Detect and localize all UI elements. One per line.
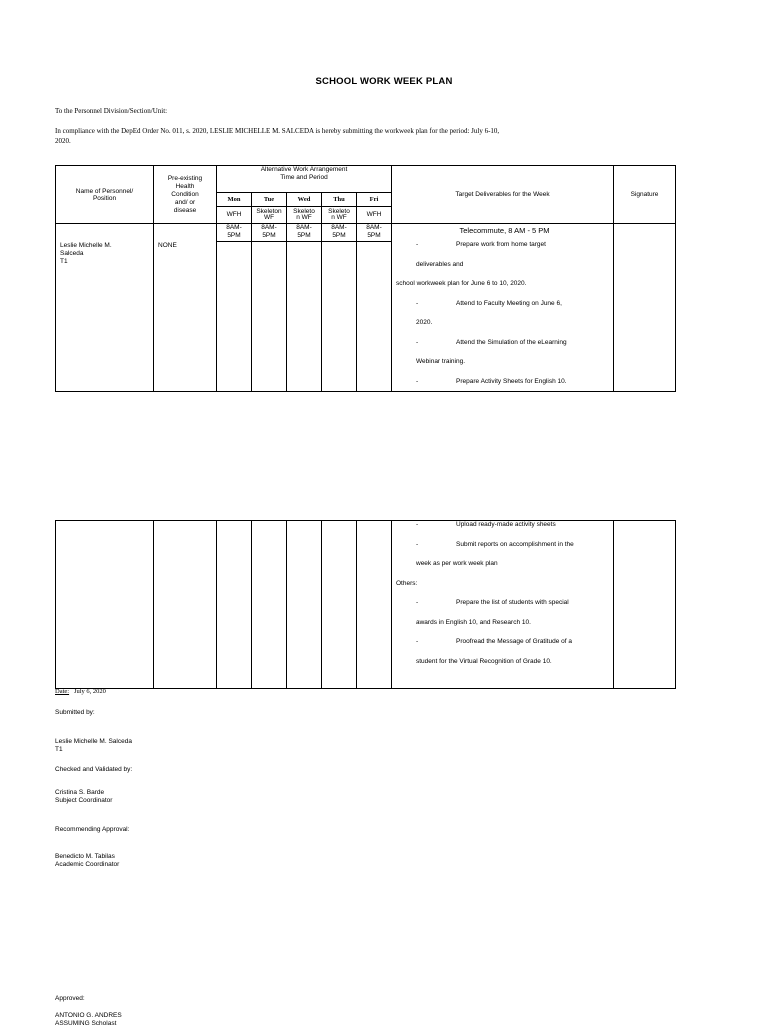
- deliverable-line: [396, 352, 613, 372]
- signature-cont: [614, 521, 676, 689]
- deliverable-line: [396, 294, 613, 314]
- col-target-header: Target Deliverables for the Week: [392, 166, 614, 224]
- col-health-header: Pre-existing Health Condition and/ or disease: [154, 166, 217, 224]
- deliverable-line: [396, 535, 613, 555]
- deliverable-line: [396, 554, 613, 574]
- personnel-cont: [56, 521, 154, 689]
- deliverable-text: Proofread the Message of Gratitude of a: [456, 638, 572, 645]
- tue-empty: [252, 242, 287, 392]
- deliverable-line: [396, 372, 613, 392]
- workweek-table-part1: [55, 165, 676, 392]
- date-line: Date: July 6, 2020: [55, 688, 106, 695]
- deliverable-dash: -: [416, 338, 419, 346]
- intro-line-1: In compliance with the DepEd Order No. 011, s. 2020, LESLIE MICHELLE M. SALCEDA is hereby submitting the workweek plan for the period: July 6-10,: [55, 127, 500, 135]
- telecommute-line: Telecommute, 8 AM - 5 PM: [459, 226, 550, 235]
- col-name-header: Name of Personnel/ Position: [56, 166, 154, 224]
- deliverable-text: Upload ready-made activity sheets: [456, 521, 556, 528]
- wed-cont: [287, 521, 322, 689]
- mode-mon: WFH: [217, 207, 252, 224]
- deliverable-line: [396, 593, 613, 613]
- time-mon: 8AM- 5PM: [217, 224, 252, 242]
- mode-wed: Skeleto n WF: [287, 207, 322, 224]
- workweek-table-part2: [55, 520, 676, 689]
- intro-line-2: 2020.: [55, 137, 71, 145]
- deliverable-text: Prepare the list of students with special: [456, 599, 569, 606]
- day-tue: Tue: [252, 193, 287, 207]
- deliverable-line: [396, 515, 613, 535]
- approved-block: ANTONIO G. ANDRES ASSUMING Scholast: [55, 1012, 122, 1027]
- deliverable-text: Attend to Faculty Meeting on June 6,: [456, 299, 562, 307]
- deliverable-line: [396, 255, 613, 275]
- deliverable-dash: -: [416, 299, 419, 307]
- deliverable-text: Others:: [396, 579, 418, 587]
- deliverable-line: [396, 652, 613, 672]
- submitted-label: Submitted by:: [55, 709, 95, 716]
- day-wed: Wed: [287, 193, 322, 207]
- day-fri: Fri: [357, 193, 392, 207]
- recommending-block: Benedicto M. Tabilas Academic Coordinator: [55, 853, 120, 868]
- addressee: To the Personnel Division/Section/Unit:: [55, 107, 168, 115]
- deliverable-dash: -: [416, 241, 419, 248]
- deliverables-list-2: [396, 515, 613, 671]
- col-signature-header: Signature: [614, 166, 676, 224]
- mode-tue: Skeleton WF: [252, 207, 287, 224]
- deliverables-cell: [392, 224, 614, 392]
- deliverable-dash: -: [416, 540, 419, 548]
- deliverable-text: 2020.: [416, 319, 433, 326]
- personnel-cell: Leslie Michelle M. Salceda T1: [56, 224, 154, 392]
- thu-cont: [322, 521, 357, 689]
- deliverable-text: Prepare work from home target: [456, 241, 546, 248]
- tue-cont: [252, 521, 287, 689]
- signature-cell: [614, 224, 676, 392]
- deliverable-line: [396, 313, 613, 333]
- deliverables-cont: [392, 521, 614, 689]
- col-awa-header: Alternative Work Arrangement Time and Period: [217, 166, 392, 193]
- deliverable-text: Prepare Activity Sheets for English 10.: [456, 377, 567, 385]
- page-title: SCHOOL WORK WEEK PLAN: [315, 76, 453, 87]
- deliverable-text: week as per work week plan: [416, 560, 498, 567]
- deliverable-text: school workweek plan for June 6 to 10, 2020.: [396, 280, 527, 287]
- recommending-label: Recommending Approval:: [55, 826, 130, 833]
- deliverable-dash: -: [416, 638, 419, 645]
- fri-empty: [357, 242, 392, 392]
- health-cont: [154, 521, 217, 689]
- time-wed: 8AM- 5PM: [287, 224, 322, 242]
- checked-label: Checked and Validated by:: [55, 766, 133, 773]
- deliverable-dash: -: [416, 521, 419, 528]
- wed-empty: [287, 242, 322, 392]
- deliverables-list-1: [396, 235, 613, 391]
- time-fri: 8AM- 5PM: [357, 224, 392, 242]
- submitted-block: Leslie Michelle M. Salceda T1: [55, 738, 132, 753]
- day-mon: Mon: [217, 193, 252, 207]
- deliverable-dash: -: [416, 599, 419, 606]
- deliverable-text: awards in English 10, and Research 10.: [416, 618, 531, 626]
- deliverable-line: [396, 274, 613, 294]
- deliverable-line: [396, 632, 613, 652]
- time-thu: 8AM- 5PM: [322, 224, 357, 242]
- deliverable-line: [396, 574, 613, 594]
- thu-empty: [322, 242, 357, 392]
- deliverable-dash: -: [416, 377, 419, 385]
- day-thu: Thu: [322, 193, 357, 207]
- fri-cont: [357, 521, 392, 689]
- deliverable-text: Submit reports on accomplishment in the: [456, 540, 574, 548]
- deliverable-line: [396, 235, 613, 255]
- time-tue: 8AM- 5PM: [252, 224, 287, 242]
- deliverable-text: Webinar training.: [416, 358, 466, 365]
- checked-block: Cristina S. Barde Subject Coordinator: [55, 789, 113, 804]
- deliverable-line: [396, 613, 613, 633]
- mode-thu: Skeleto n WF: [322, 207, 357, 224]
- mode-fri: WFH: [357, 207, 392, 224]
- mon-empty: [217, 242, 252, 392]
- deliverable-text: student for the Virtual Recognition of Grade 10.: [416, 657, 552, 665]
- deliverable-line: [396, 333, 613, 353]
- approved-label: Approved:: [55, 995, 85, 1002]
- health-cell: NONE: [154, 224, 217, 392]
- deliverable-text: deliverables and: [416, 260, 464, 268]
- deliverable-text: Attend the Simulation of the eLearning: [456, 338, 567, 346]
- mon-cont: [217, 521, 252, 689]
